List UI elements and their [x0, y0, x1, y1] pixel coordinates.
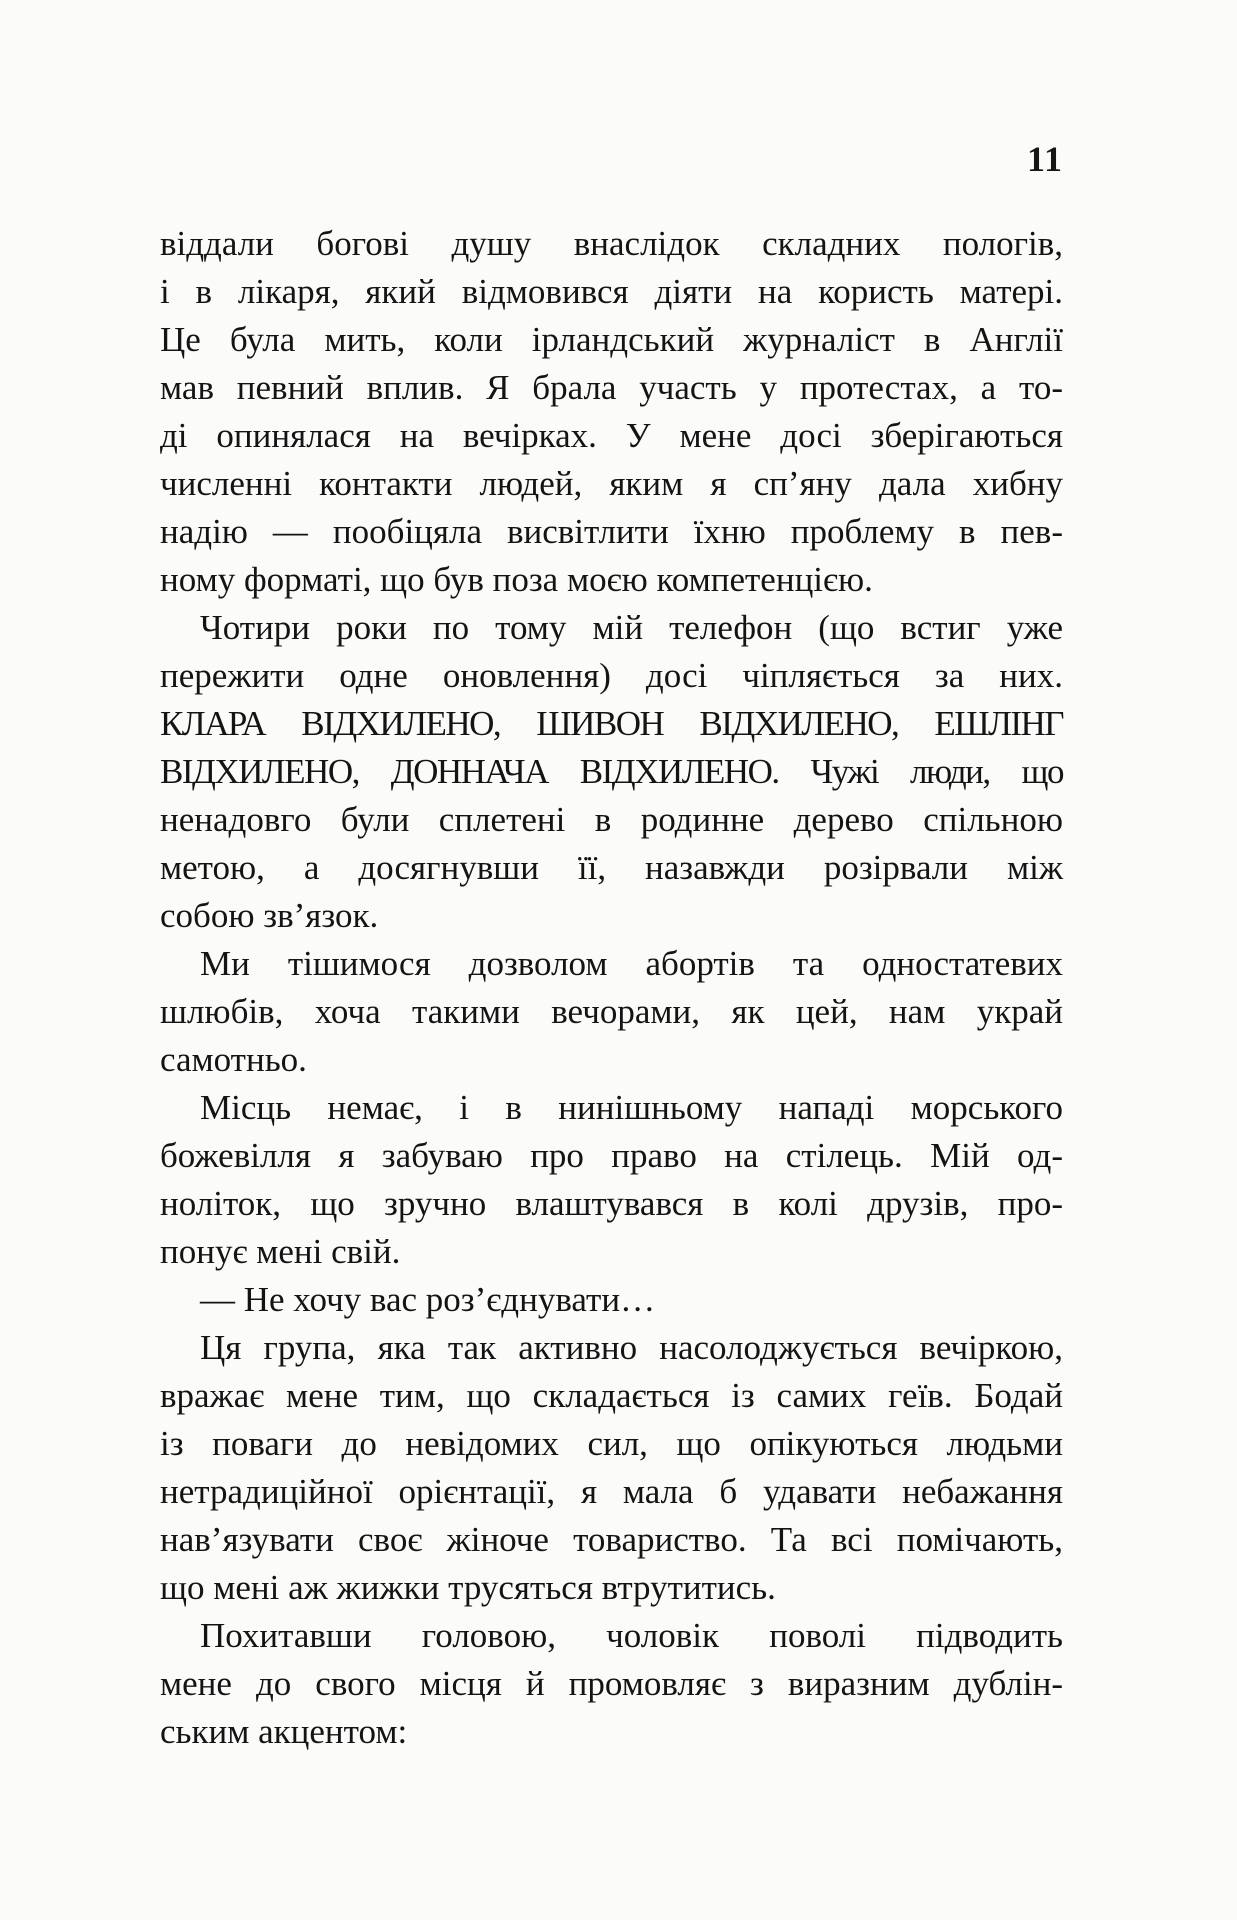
- text-line: ді опинялася на вечірках. У мене досі зберігаються: [160, 416, 1063, 455]
- text-line: численні контакти людей, яким я сп’яну дала хибну: [160, 464, 1063, 503]
- page-number: 11: [1026, 139, 1063, 179]
- text-line: і в лікаря, який відмовився діяти на користь матері.: [160, 272, 1063, 311]
- paragraph: [160, 1612, 1063, 1756]
- paragraph: [160, 940, 1063, 1084]
- text-line: Місць немає, і в нинішньому нападі морського: [200, 1088, 1063, 1127]
- text-line: собою зв’язок.: [160, 896, 379, 935]
- text-line: Чотири роки по тому мій телефон (що встиг уже: [200, 608, 1063, 647]
- text-line: що мені аж жижки трусяться втрутитись.: [160, 1568, 776, 1607]
- paragraph: [160, 220, 1063, 604]
- text-line: самотньо.: [160, 1040, 307, 1079]
- text-line: мав певний вплив. Я брала участь у протестах, а то-: [160, 368, 1063, 407]
- text-line: метою, а досягнувши її, назавжди розірвали між: [160, 848, 1063, 887]
- text-block: [160, 220, 1063, 1756]
- text-line: понує мені свій.: [160, 1232, 401, 1271]
- text-line: ненадовго були сплетені в родинне дерево спільною: [160, 800, 1063, 839]
- text-line: пережити одне оновлення) досі чіпляється за них.: [160, 656, 1063, 695]
- text-line: вражає мене тим, що складається із самих геїв. Бодай: [160, 1376, 1063, 1415]
- text-line: віддали богові душу внаслідок складних пологів,: [160, 224, 1063, 263]
- text-line: — Не хочу вас роз’єднувати…: [200, 1280, 656, 1319]
- text-line: надію — пообіцяла висвітлити їхню проблему в пев-: [160, 512, 1063, 551]
- text-line: шлюбів, хоча такими вечорами, як цей, нам украй: [160, 992, 1063, 1031]
- text-line: КЛАРА ВІДХИЛЕНО, ШИВОН ВІДХИЛЕНО, ЕШЛІНГ: [160, 704, 1063, 743]
- text-line: Ця група, яка так активно насолоджується вечіркою,: [200, 1328, 1063, 1367]
- text-line: ВІДХИЛЕНО, ДОННАЧА ВІДХИЛЕНО. Чужі люди, що: [160, 752, 1063, 791]
- text-line: мене до свого місця й промовляє з виразним дублін-: [160, 1664, 1063, 1703]
- paragraph: [160, 604, 1063, 940]
- text-line: ноліток, що зручно влаштувався в колі друзів, про-: [160, 1184, 1063, 1223]
- text-line: ному форматі, що був поза моєю компетенцією.: [160, 560, 873, 599]
- paragraph: [160, 1276, 1063, 1324]
- text-line: Це була мить, коли ірландський журналіст в Англії: [160, 320, 1063, 359]
- text-line: ським акцентом:: [160, 1712, 408, 1751]
- text-line: нетрадиційної орієнтації, я мала б удавати небажання: [160, 1472, 1063, 1511]
- paragraph: [160, 1084, 1063, 1276]
- text-line: Ми тішимося дозволом абортів та одностатевих: [200, 944, 1063, 983]
- text-line: із поваги до невідомих сил, що опікуються людьми: [160, 1424, 1063, 1463]
- paragraph: [160, 1324, 1063, 1612]
- text-line: нав’язувати своє жіноче товариство. Та всі помічають,: [160, 1520, 1063, 1559]
- text-line: божевілля я забуваю про право на стілець. Мій од-: [160, 1136, 1063, 1175]
- text-line: Похитавши головою, чоловік поволі підводить: [200, 1616, 1063, 1655]
